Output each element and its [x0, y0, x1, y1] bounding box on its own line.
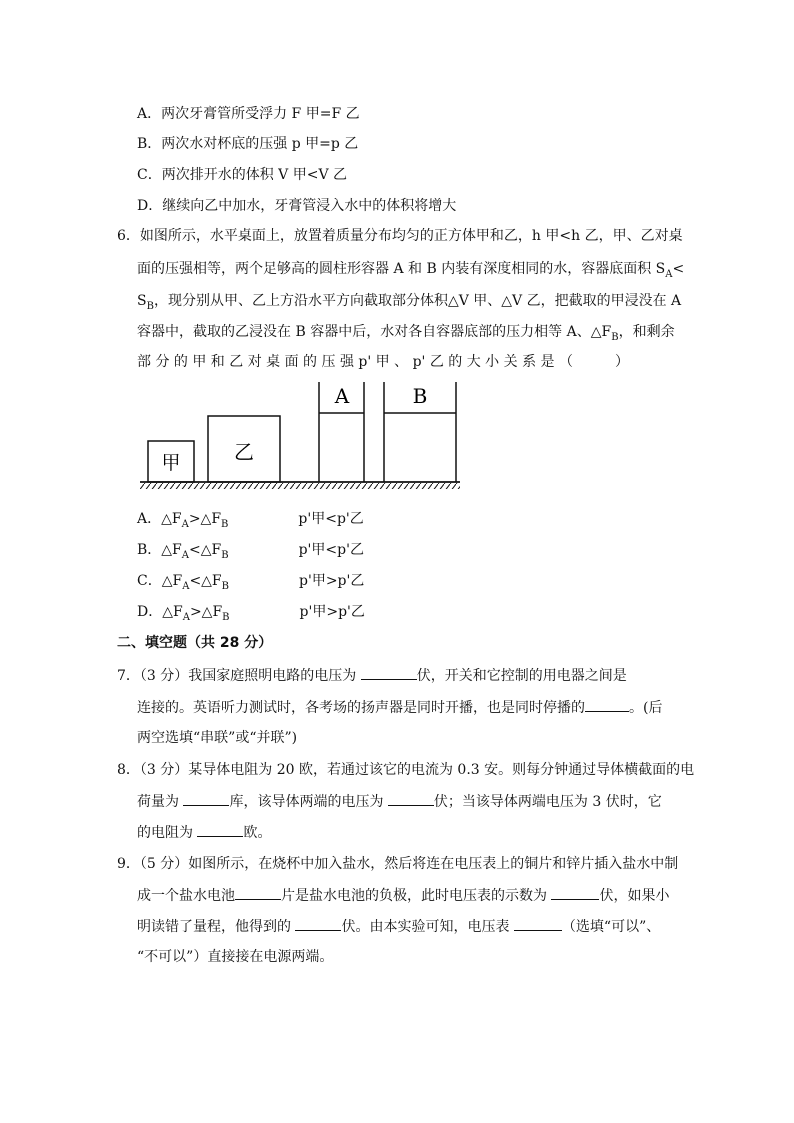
q6-figure [138, 380, 463, 492]
q6-option-a: A．$\triangle F_A>\triangle F_B$ p'甲<p'乙 [137, 511, 364, 530]
q7-line-3: 两空选填“串联”或“并联”) [137, 730, 298, 746]
q9-line-4: “不可以”）直接接在电源两端。 [137, 949, 334, 965]
q5-option-d: D．继续向乙中加水，牙膏管浸入水中的体积将增大 [137, 198, 457, 214]
q6-line-4: 容器中，截取的乙浸没在 B 容器中后，水对各自容器底部的压力相等 A、$\triangle F_B$，和剩余 [137, 324, 675, 343]
label-jia: 甲 [161, 452, 181, 474]
q8-line-1: 8．（3 分）某导体电阻为 20 欧，若通过该它的电流为 0.3 安。则每分钟通过导体横截面的电 [117, 762, 695, 778]
label-a: A [334, 384, 350, 408]
q9-blank-2[interactable] [551, 885, 599, 900]
container-a [319, 382, 364, 482]
q8-blank-1[interactable] [183, 791, 229, 806]
q9-blank-1[interactable] [235, 885, 281, 900]
section-heading: 二、填空题（共 28 分） [117, 635, 273, 651]
q7-line-2: 连接的。英语听力测试时，各考场的扬声器是同时开播，也是同时停播的 。(后 [137, 697, 662, 718]
q9-line-1: 9．（5 分）如图所示，在烧杯中加入盐水，然后将连在电压表上的铜片和锌片插入盐水中制 [117, 856, 679, 872]
q6-option-c: C．$\triangle F_A<\triangle F_B$ p'甲>p'乙 [137, 573, 365, 592]
q6-line-5: 部 分 的 甲 和 乙 对 桌 面 的 压 强 p' 甲 、 p' 乙 的 大 小 关 系 是 （ ） [137, 354, 629, 370]
q9-line-2: 成一个盐水电池 片是盐水电池的负极，此时电压表的示数为 伏，如果小 [137, 885, 669, 906]
q5-option-b: B．两次水对杯底的压强 p 甲=p 乙 [137, 136, 359, 152]
label-yi: 乙 [234, 440, 254, 464]
q6-option-d: D．$\triangle F_A>\triangle F_B$ p'甲>p'乙 [137, 604, 365, 623]
q8-line-2: 荷量为 库，该导体两端的电压为 伏；当该导体两端电压为 3 伏时，它 [137, 791, 662, 812]
q6-line-1: 6．如图所示，水平桌面上，放置着质量分布均匀的正方体甲和乙，h 甲<h 乙，甲、乙对桌 [117, 228, 683, 244]
q7-blank-2[interactable] [585, 697, 629, 712]
cube-jia [148, 441, 194, 482]
q9-blank-4[interactable] [514, 916, 562, 931]
q7-line-1: 7．（3 分）我国家庭照明电路的电压为 伏，开关和它控制的用电器之间是 [117, 665, 627, 686]
q8-blank-2[interactable] [388, 791, 434, 806]
q5-option-a: A．两次牙膏管所受浮力 F 甲=F 乙 [137, 106, 360, 122]
q6-line-3: $S_B$，现分别从甲、乙上方沿水平方向截取部分体积△V 甲、△V 乙，把截取的甲浸没在 A [137, 293, 682, 312]
container-b [384, 382, 456, 482]
q8-line-3: 的电阻为 欧。 [137, 822, 271, 843]
q9-line-3: 明读错了量程，他得到的 伏。由本实验可知，电压表 （选填“可以”、 [137, 916, 660, 937]
q6-option-b: B．$\triangle F_A<\triangle F_B$ p'甲<p'乙 [137, 542, 364, 561]
q8-blank-3[interactable] [197, 822, 243, 837]
label-b: B [412, 384, 428, 408]
q9-blank-3[interactable] [295, 916, 341, 931]
q5-option-c: C．两次排开水的体积 V 甲<V 乙 [137, 167, 348, 183]
cube-yi [208, 416, 280, 482]
tabletop [140, 482, 460, 489]
q6-line-2: 面的压强相等，两个足够高的圆柱形容器 A 和 B 内装有深度相同的水，容器底面积 $S_A<$ [137, 261, 685, 280]
q7-blank-1[interactable] [361, 665, 417, 680]
